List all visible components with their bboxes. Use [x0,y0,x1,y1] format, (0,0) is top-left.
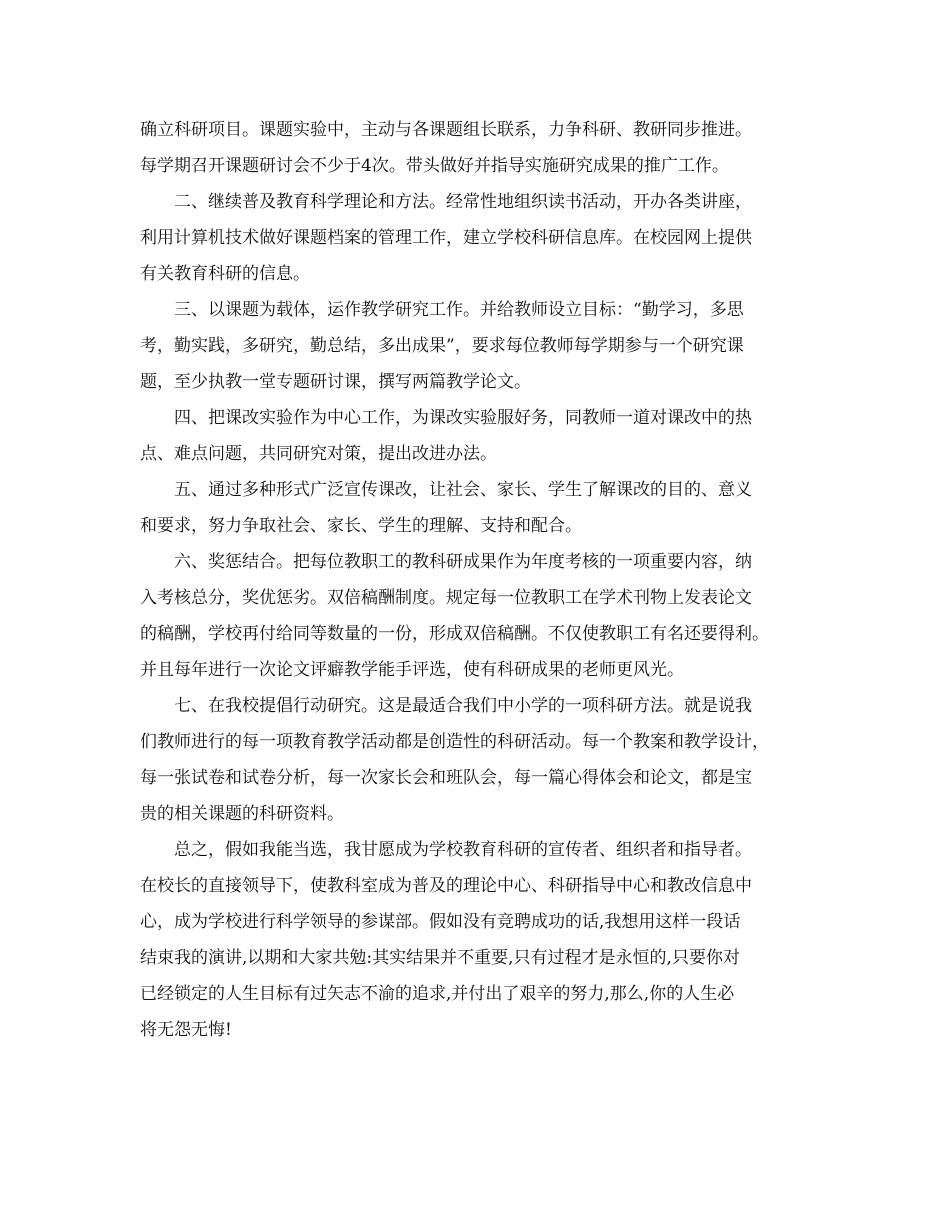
text-line: 利用计算机技术做好课题档案的管理工作，建立学校科研信息库。在校园网上提供 [140,228,752,248]
text-line: 七、在我校提倡行动研究。这是最适合我们中小学的一项科研方法。就是说我 [140,696,752,716]
document-body [140,112,824,1048]
text-line: 总之，假如我能当选，我甘愿成为学校教育科研的宣传者、组织者和指导者。 [140,840,752,860]
text-line: 点、难点问题，共同研究对策，提出改进办法。 [140,444,497,464]
text-line: 三、以课题为载体，运作教学研究工作。并给教师设立目标：“勤学习，多思 [140,300,744,320]
text-line: 五、通过多种形式广泛宣传课改，让社会、家长、学生了解课改的目的、意义 [140,480,752,500]
text-line: 考，勤实践，多研究，勤总结，多出成果”，要求每位教师每学期参与一个研究课 [140,336,744,356]
text-line: 并且每年进行一次论文评癖教学能手评选，使有科研成果的老师更风光。 [140,660,684,680]
text-line: 心，成为学校进行科学领导的参谋部。假如没有竞聘成功的话,我想用这样一段话 [140,912,741,932]
text-line: 题，至少执教一堂专题研讨课，撰写两篇教学论文。 [140,372,531,392]
text-line: 贵的相关课题的科研资料。 [140,804,344,824]
text-line: 六、奖惩结合。把每位教职工的教科研成果作为年度考核的一项重要内容，纳 [140,552,752,572]
text-line: 们教师进行的每一项教育教学活动都是创造性的科研活动。每一个教案和教学设计， [140,732,769,752]
text-line: 和要求，努力争取社会、家长、学生的理解、支持和配合。 [140,516,582,536]
text-line: 结束我的演讲,以期和大家共勉:其实结果并不重要,只有过程才是永恒的,只要你对 [140,948,740,968]
text-line: 在校长的直接领导下，使教科室成为普及的理论中心、科研指导中心和教改信息中 [140,876,752,896]
text-line: 每一张试卷和试卷分析，每一次家长会和班队会，每一篇心得体会和论文，都是宝 [140,768,752,788]
text-line: 有关教育科研的信息。 [140,264,310,284]
text-line: 二、继续普及教育科学理论和方法。经常性地组织读书活动，开办各类讲座， [140,192,752,212]
text-line: 每学期召开课题研讨会不少于4次。带头做好并指导实施研究成果的推广工作。 [140,156,729,176]
text-line: 已经锁定的人生目标有过矢志不渝的追求,并付出了艰辛的努力,那么,你的人生必 [140,984,735,1004]
text-line: 入考核总分，奖优惩劣。双倍稿酬制度。规定每一位教职工在学术刊物上发表论文 [140,588,752,608]
text-line: 四、把课改实验作为中心工作，为课改实验服好务，同教师一道对课改中的热 [140,408,752,428]
text-line: 确立科研项目。课题实验中，主动与各课题组长联系，力争科研、教研同步推进。 [140,120,752,140]
text-line: 的稿酬，学校再付给同等数量的一份，形成双倍稿酬。不仅使教职工有名还要得利。 [140,624,769,644]
text-line: 将无怨无悔! [140,1020,232,1040]
